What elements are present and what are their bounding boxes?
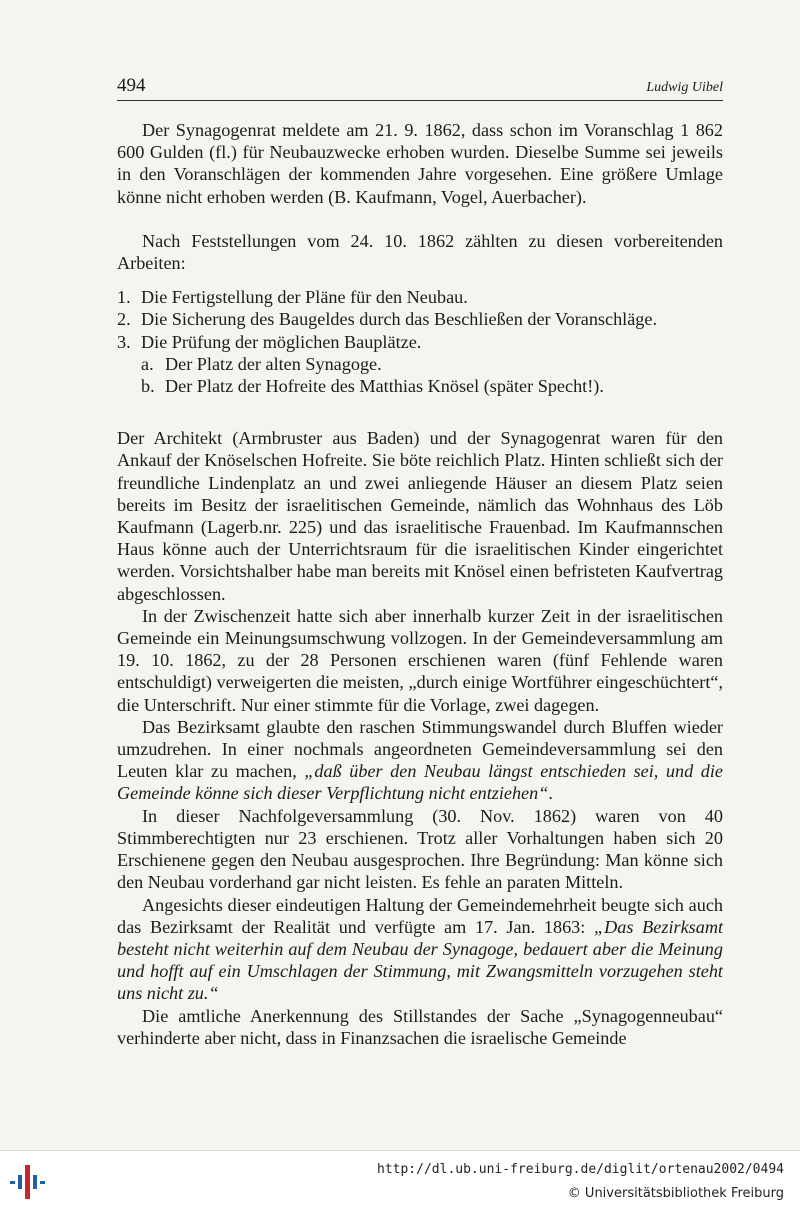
lettered-list: [141, 353, 723, 397]
copyright-notice: © Universitätsbibliothek Freiburg: [567, 1186, 784, 1201]
paragraph: Der Synagogenrat meldete am 21. 9. 1862, dass schon im Voranschlag 1 862 600 Gulden (fl.) für Neubauzwecke erhoben wurden. Dieselbe Summe sei jeweils in den Voranschlägen der kommenden Jahre vorgesehen. Eine größere Umlage könne nicht erhoben werden (B. Kaufmann, Vogel, Auerbacher).: [117, 120, 723, 207]
paragraph: Der Architekt (Armbruster aus Baden) und der Synagogenrat waren für den Ankauf der Knöselschen Hofreite. Sie böte reichlich Platz. Hinten schließt sich der freundliche Lindenplatz an und zwei anliegende Häuser an diesem Platz seien bereits im Besitz der israelitischen Gemeinde, nämlich das Wohnhaus des Löb Kaufmann (Lagerb.nr. 225) und das israelitische Frauenbad. Im Kaufmannschen Haus könne auch der Unterrichtsraum für die israelitischen Kinder eingerichtet werden. Vorsichtshalber habe man bereits mit Knösel einen befristeten Kaufvertrag abgeschlossen.: [117, 428, 723, 604]
paragraph: Das Bezirksamt glaubte den raschen Stimmungswandel durch Bluffen wieder umzudrehen. In einer nochmals angeordneten Gemeindeversammlung sei den Leuten klar zu machen, „daß über den Neubau längst entschieden sei, und die Gemeinde könne sich dieser Verpflichtung nicht entziehen“.: [117, 716, 723, 804]
paragraph: Angesichts dieser eindeutigen Haltung der Gemeindemehrheit beugte sich auch das Bezirksamt der Realität und verfügte am 17. Jan. 1863: „Das Bezirksamt besteht nicht weiterhin auf dem Neubau der Synagoge, bedauert aber die Meinung und hofft auf ein Umschlagen der Stimmung, mit Zwangsmitteln vorzugehen steht uns nicht zu.“: [117, 894, 724, 1004]
page-header: [117, 76, 723, 101]
numbered-list: [117, 286, 723, 397]
quotation: „Das Bezirksamt besteht nicht weiterhin auf dem Neubau der Synagoge, bedauert aber die Meinung und hofft auf ein Umschlagen der Stimmung, mit Zwangsmitteln vorzugehen steht uns nicht zu.“: [117, 916, 724, 1004]
ub-freiburg-logo-icon: [8, 1161, 50, 1203]
body-text: [117, 119, 723, 1049]
list-item: 1. Die Fertigstellung der Pläne für den Neubau.: [117, 287, 468, 308]
list-item: a. Der Platz der alten Synagoge.: [141, 353, 382, 374]
list-item: 3. Die Prüfung der möglichen Bauplätze. a. Der Platz der alten Synagoge. b. Der Platz der Hofreite des Matthias Knösel (später Specht!).: [117, 331, 723, 398]
list-item: b. Der Platz der Hofreite des Matthias Knösel (später Specht!).: [141, 376, 604, 397]
viewer-footer: [0, 1150, 800, 1213]
paragraph: In der Zwischenzeit hatte sich aber innerhalb kurzer Zeit in der israelitischen Gemeinde ein Meinungsumschwung vollzogen. In der Gemeindeversammlung am 19. 10. 1862, zu der 28 Personen erschienen waren (fünf Fehlende waren entschuldigt) verweigerten die meisten, „durch einige Wortführer eingeschüchtert“, die Unterschrift. Nur einer stimmte für die Vorlage, zwei dagegen.: [117, 605, 723, 715]
permalink[interactable]: http://dl.ub.uni-freiburg.de/diglit/ortenau2002/0494: [377, 1162, 784, 1177]
quotation: „daß über den Neubau längst entschieden sei, und die Gemeinde könne sich dieser Verpflichtung nicht entziehen“: [117, 761, 723, 804]
paragraph: Nach Feststellungen vom 24. 10. 1862 zählten zu diesen vorbereitenden Arbeiten:: [117, 230, 723, 274]
running-head: Ludwig Uibel: [646, 80, 723, 95]
paragraph: Die amtliche Anerkennung des Stillstandes der Sache „Synagogenneubau“ verhinderte aber nicht, dass in Finanzsachen die israelische Gemeinde: [117, 1005, 723, 1048]
list-item: 2. Die Sicherung des Baugeldes durch das Beschließen der Voranschläge.: [117, 309, 658, 330]
paragraph: In dieser Nachfolgeversammlung (30. Nov. 1862) waren von 40 Stimmberechtigten nur 23 erschienen. Trotz aller Vorhaltungen haben sich 20 Erschienene gegen den Neubau ausgesprochen. Ihre Begründung: Man könne sich den Neubau vorderhand gar nicht leisten. Es fehle an paraten Mitteln.: [117, 805, 723, 893]
page-number: 494: [117, 75, 146, 96]
